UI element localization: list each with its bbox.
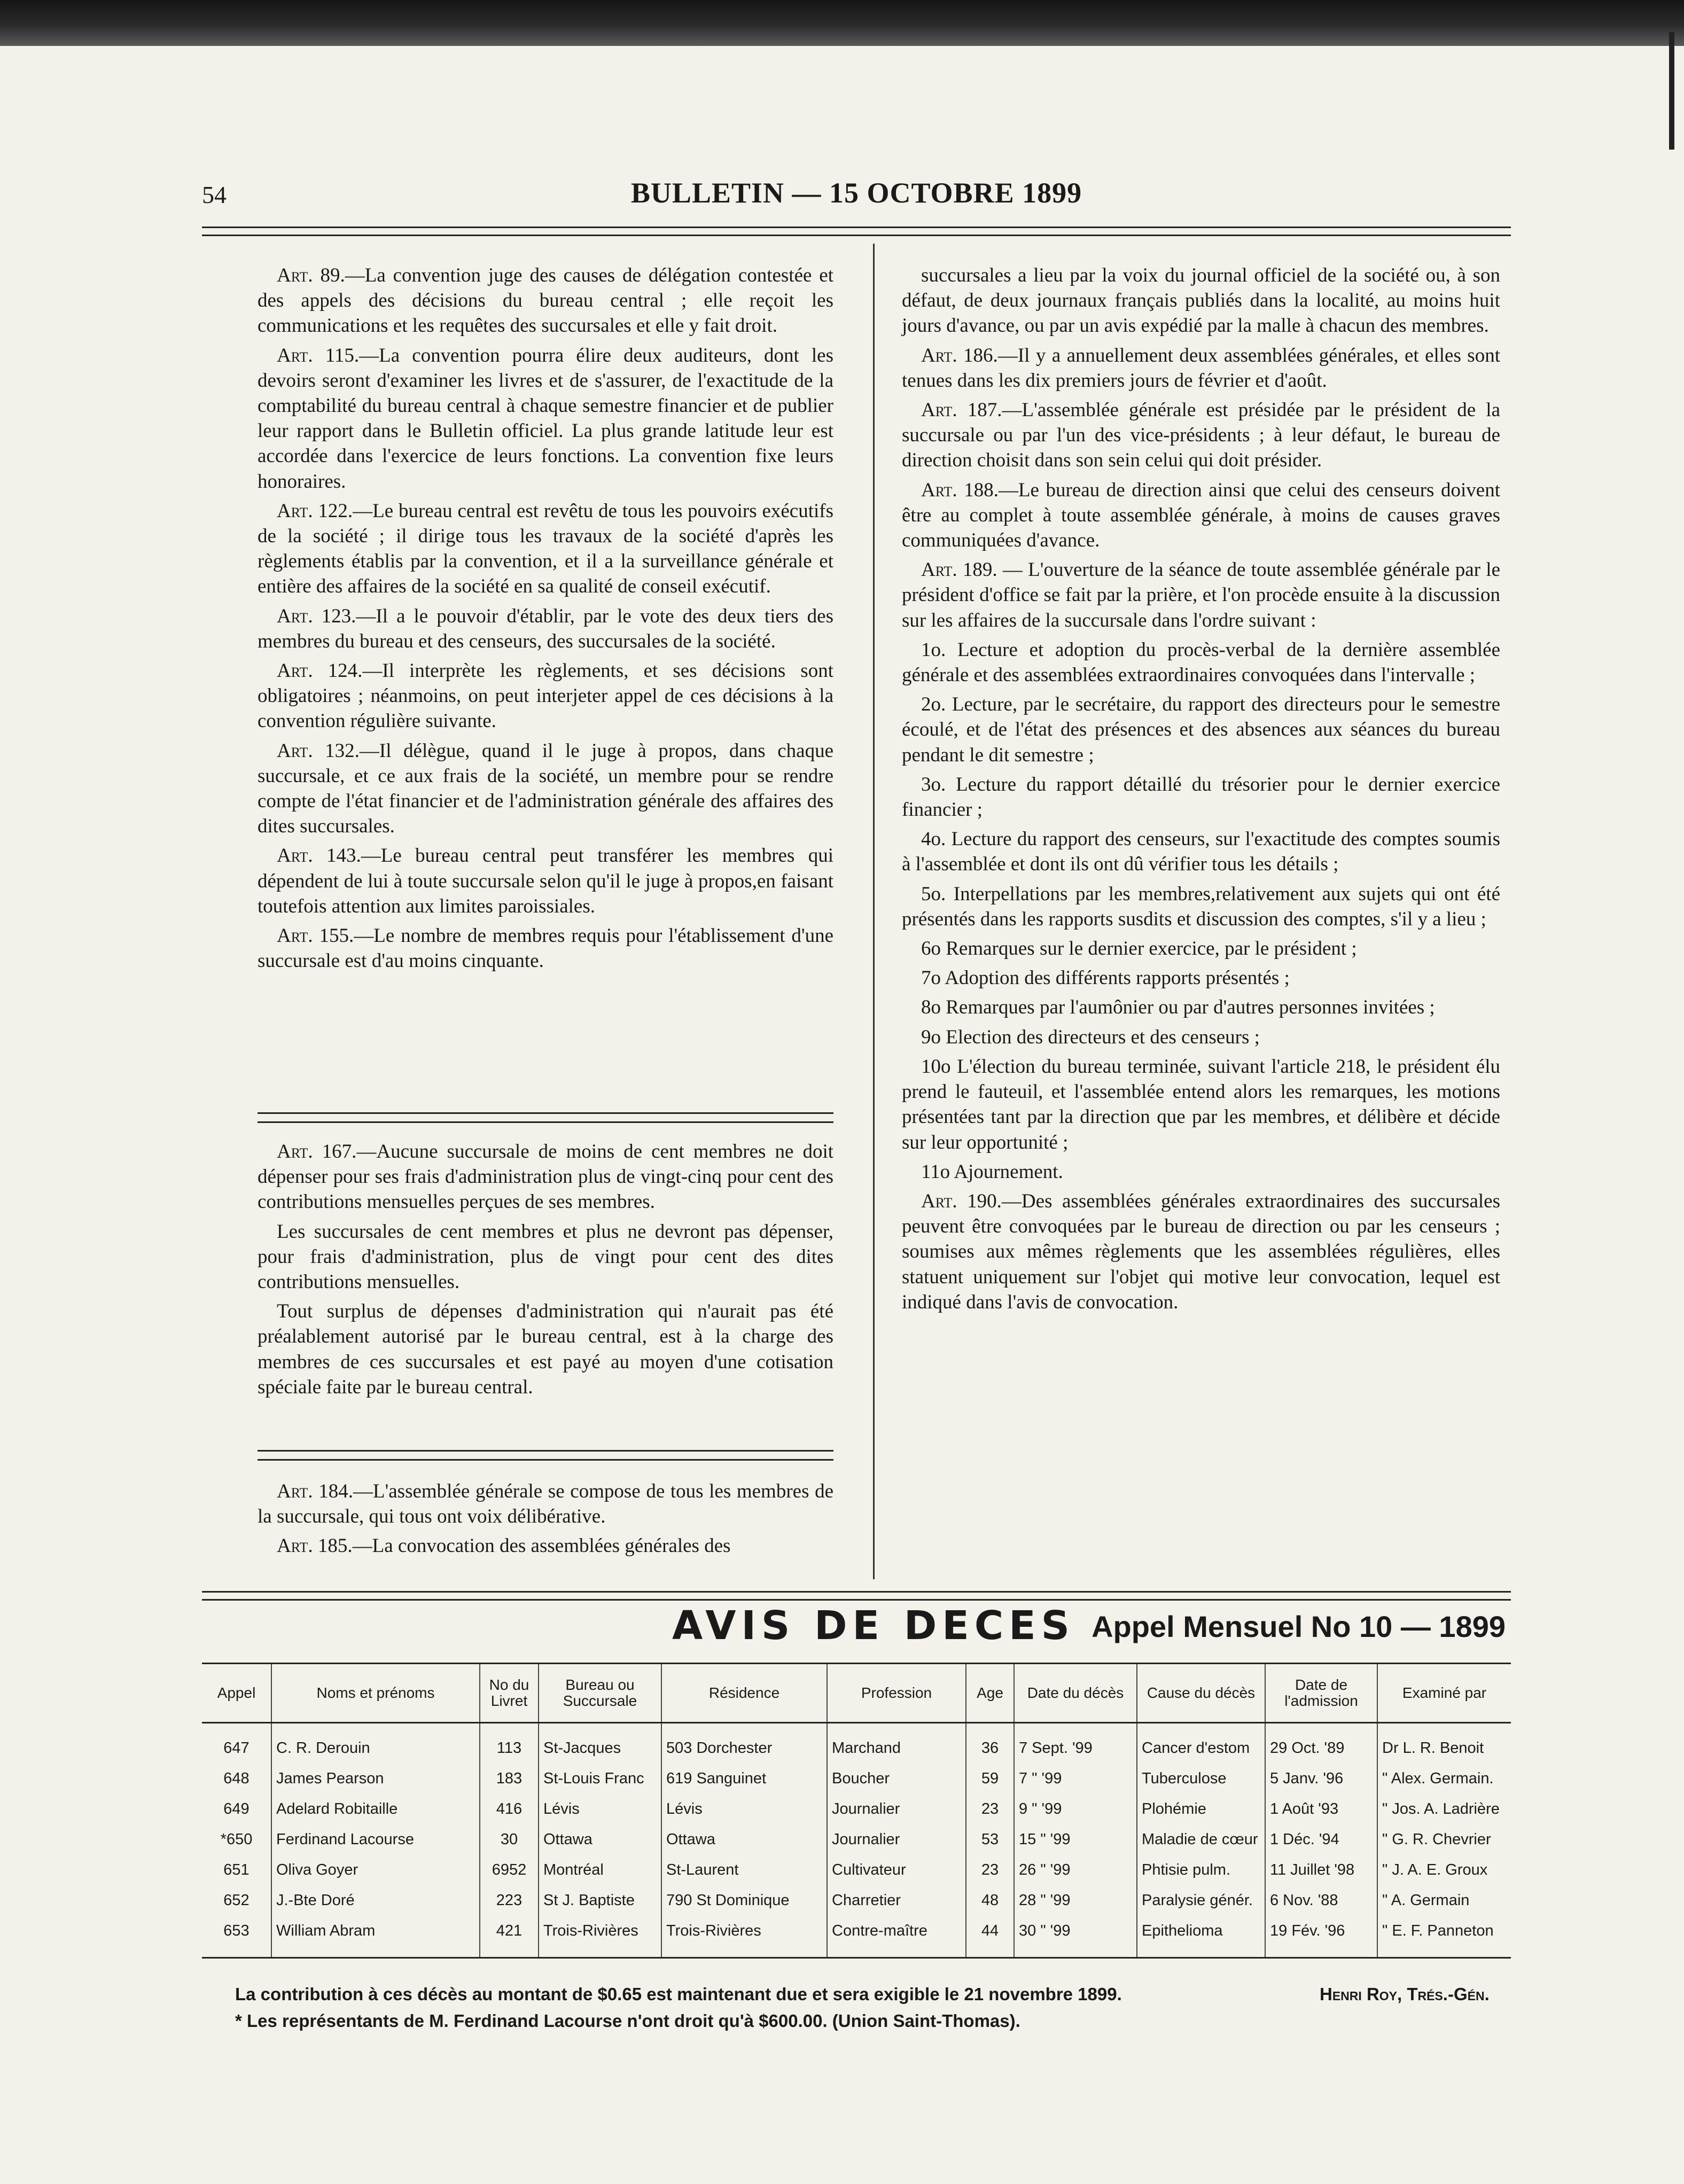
article-text: 4o. Lecture du rapport des censeurs, sur l'exactitude des comptes soumis à l'assemblée et dont ils ont dû vérifier tous les détails ; [902,828,1500,876]
column-header: Age [966,1664,1014,1723]
table-cell: 1 Août '93 [1265,1794,1377,1824]
article-paragraph [258,923,833,973]
table-cell: 48 [966,1885,1014,1916]
column-header: No du Livret [480,1664,539,1723]
table-cell: James Pearson [271,1764,480,1794]
table-cell: Lévis [661,1794,827,1824]
article-label: Art. 188. [921,479,999,501]
table-cell: 790 St Dominique [661,1885,827,1916]
table-cell: Contre-maître [827,1916,966,1958]
article-text: 7o Adoption des différents rapports présentés ; [921,967,1290,989]
article-paragraph [902,343,1500,393]
table-cell: 421 [480,1916,539,1958]
table-cell: Trois-Rivières [539,1916,661,1958]
article-paragraph [258,343,833,494]
table-row [202,1885,1511,1916]
table-row [202,1764,1511,1794]
table-cell: " A. Germain [1377,1885,1511,1916]
article-paragraph [258,1533,833,1558]
right-column [902,263,1500,1319]
table-row [202,1855,1511,1885]
table-cell: Trois-Rivières [661,1916,827,1958]
article-paragraph [902,936,1500,961]
table-cell: Boucher [827,1764,966,1794]
left-section-1 [258,263,833,973]
article-paragraph [902,1025,1500,1050]
article-label: Art. 189. [921,559,997,581]
article-label: Art. 115. [277,344,360,366]
appel-title: Appel Mensuel No 10 — 1899 [1092,1610,1506,1643]
article-label: Art. 187. [921,399,1002,422]
article-paragraph [902,1159,1500,1184]
article-text: 3o. Lecture du rapport détaillé du trésorier pour le dernier exercice financier ; [902,773,1500,821]
article-label: Art. 190. [921,1190,1002,1212]
table-cell: 113 [480,1723,539,1764]
article-text: —Le bureau de direction ainsi que celui des censeurs doivent être au complet à toute assemblée générale, à moins de causes graves communiquées d'avance. [902,479,1501,552]
article-paragraph [902,882,1500,932]
table-cell: C. R. Derouin [271,1723,480,1764]
article-text: 8o Remarques par l'aumônier ou par d'autres personnes invitées ; [921,996,1435,1019]
footnote: * Les représentants de M. Ferdinand Lacourse n'ont droit qu'à $600.00. (Union Saint-Thomas). [235,2011,1020,2031]
table-cell: Cultivateur [827,1855,966,1885]
article-text: 6o Remarques sur le dernier exercice, par le président ; [921,938,1357,960]
death-notices-table [202,1663,1511,1959]
article-text: 5o. Interpellations par les membres,relativement aux sujets qui ont été présentés dans les rapports susdits et discussion des comptes, s'il y a lieu ; [902,883,1500,930]
section-rule-2 [258,1450,833,1461]
table-cell: 651 [223,1861,250,1878]
article-text: —Il y a annuellement deux assemblées générales, et elles sont tenues dans les dix premiers jours de février et d'août. [902,344,1500,392]
table-cell: 28 " '99 [1014,1885,1137,1916]
column-header: Cause du décès [1137,1664,1265,1723]
article-paragraph [902,557,1500,633]
article-paragraph [902,772,1500,822]
article-text: 10o L'élection du bureau terminée, suivant l'article 218, le président élu prend le fauteuil, et l'assemblée entend alors les remarques, les motions présentées tant par la direction que par les membres, et délibère et décide sur leur opportunité ; [902,1055,1500,1153]
article-paragraph [902,692,1500,768]
table-cell: St-Laurent [661,1855,827,1885]
table-cell: 7 Sept. '99 [1014,1723,1137,1764]
table-cell: 652 [223,1892,250,1909]
table-cell: 223 [480,1885,539,1916]
table-cell: 6952 [480,1855,539,1885]
table-cell: St J. Baptiste [539,1885,661,1916]
table-cell: Ferdinand Lacourse [271,1824,480,1855]
page-header [202,176,1511,219]
article-label: Art. 185. [277,1535,353,1557]
scan-edge-right [1669,32,1674,150]
article-text: —Il délègue, quand il le juge à propos, dans chaque succursale, et ce aux frais de la société, un membre pour se rendre compte de l'état financier et de l'administration générale des affaires des dites succursales. [258,739,833,838]
article-paragraph [258,738,833,839]
article-paragraph [258,1139,833,1215]
article-label: Art. 167. [277,1141,357,1163]
table-cell: Tuberculose [1137,1764,1265,1794]
article-text: —Aucune succursale de moins de cent membres ne doit dépenser pour ses frais d'administration plus de vingt-cinq pour cent des contributions mensuelles perçues de ses membres. [258,1141,833,1213]
article-text: —Le bureau central peut transférer les membres qui dépendent de lui à toute succursale selon qu'il le juge à propos,en faisant toutefois attention aux limites paroissiales. [258,845,834,917]
table-cell: " Alex. Germain. [1377,1764,1511,1794]
column-header: Bureau ou Succursale [539,1664,661,1723]
table-cell: 6 Nov. '88 [1265,1885,1377,1916]
left-section-3 [258,1479,833,1563]
article-paragraph [902,637,1500,688]
table-cell: Dr L. R. Benoit [1377,1723,1511,1764]
table-cell: 11 Juillet '98 [1265,1855,1377,1885]
table-cell: 653 [202,1916,271,1958]
table-cell: 5 Janv. '96 [1265,1764,1377,1794]
article-text: 2o. Lecture, par le secrétaire, du rapport des directeurs pour le semestre écoulé, et de l'état des présences et des absences aux séances du bureau pendant le dit semestre ; [902,693,1500,766]
article-paragraph [258,263,833,339]
article-paragraph [902,995,1500,1020]
table-cell: 648 [223,1770,250,1787]
article-paragraph [902,965,1500,990]
table-cell: 647 [223,1740,250,1757]
table-header-row [202,1664,1511,1723]
article-label: Art. 155. [277,925,354,947]
table-cell: " E. F. Panneton [1377,1916,1511,1958]
scan-edge-band [0,0,1684,46]
left-section-2 [258,1139,833,1404]
article-paragraph [902,397,1500,473]
article-text: —L'assemblée générale se compose de tous les membres de la succursale, qui tous ont voix délibérative. [258,1480,833,1528]
article-text: Tout surplus de dépenses d'administration qui n'aurait pas été préalablement autorisé par le bureau central, est à la charge des membres de ces succursales et est payé au moyen d'une cotisation spéciale faite par le bureau central. [258,1300,833,1398]
article-label: Art. 143. [277,845,361,867]
table-cell: William Abram [271,1916,480,1958]
article-text: —La convention pourra élire deux auditeurs, dont les devoirs seront d'examiner les livres et de s'assurer, de l'exactitude de la comptabilité du bureau central à chaque semestre financier et de publier leur rapport dans le Bulletin officiel. La plus grande latitude leur est accordée dans l'exercice de leurs fonctions. La convention fixe leurs honoraires. [258,344,833,493]
article-paragraph [258,604,833,654]
page-number: 54 [202,181,227,208]
article-label: Art. 124. [277,660,363,682]
table-cell: Epithelioma [1137,1916,1265,1958]
article-text: —Il interprète les règlements, et ses décisions sont obligatoires ; néanmoins, on peut interjeter appel de ces décisions à la convention régulière suivante. [258,660,833,732]
table-cell: 36 [966,1723,1014,1764]
table-cell: 416 [480,1794,539,1824]
table-cell: 183 [480,1764,539,1794]
article-paragraph [258,1479,833,1529]
column-header: Date du décès [1014,1664,1137,1723]
table-cell: 7 " '99 [1014,1764,1137,1794]
table-cell: St-Jacques [539,1723,661,1764]
table-row [202,1916,1511,1958]
table-cell: Journalier [827,1794,966,1824]
running-title: BULLETIN — 15 OCTOBRE 1899 [630,177,1082,209]
table-cell: J.-Bte Doré [271,1885,480,1916]
table-cell: 503 Dorchester [661,1723,827,1764]
article-paragraph [258,658,833,734]
table-body [202,1723,1511,1958]
article-paragraph [258,498,833,599]
table-row [202,1824,1511,1855]
table-cell: 23 [966,1855,1014,1885]
table-cell: Montréal [539,1855,661,1885]
left-column [258,263,833,978]
avis-header [202,1603,1511,1656]
article-text: —La convocation des assemblées générales des [352,1535,731,1557]
table-cell: Oliva Goyer [271,1855,480,1885]
contribution-note: La contribution à ces décès au montant de $0.65 est maintenant due et sera exigible le 21 novembre 1899. [235,1984,1122,2004]
table-cell: *650 [220,1831,253,1848]
table-cell: 19 Fév. '96 [1265,1916,1377,1958]
avis-title: AVIS DE DECES [672,1603,1075,1649]
article-paragraph [902,1189,1500,1315]
table-cell: 649 [223,1800,250,1818]
table-cell: St-Louis Franc [539,1764,661,1794]
table-cell: Phtisie pulm. [1137,1855,1265,1885]
article-text: 1o. Lecture et adoption du procès-verbal de la dernière assemblée générale et des assemblées extraordinaires convoquées dans l'intervalle ; [902,638,1500,687]
table-cell: " J. A. E. Groux [1377,1855,1511,1885]
table-cell: 23 [966,1794,1014,1824]
table-cell: 44 [966,1916,1014,1958]
article-text: Les succursales de cent membres et plus ne devront pas dépenser, pour frais d'administration, plus de vingt pour cent des dites contributions mensuelles. [258,1220,833,1293]
article-text: —Il a le pouvoir d'établir, par le vote des deux tiers des membres du bureau et des censeurs, des succursales de la société. [258,605,833,652]
table-cell: 26 " '99 [1014,1855,1137,1885]
article-paragraph [258,1219,833,1295]
table-cell: Journalier [827,1824,966,1855]
article-text: succursales a lieu par la voix du journal officiel de la société ou, à son défaut, de deux journaux français publiés dans la localité, au moins huit jours d'avance, ou par un avis expédié par la malle à chacun des membres. [902,264,1500,337]
table-cell: Ottawa [661,1824,827,1855]
table-cell: Cancer d'estom [1137,1723,1265,1764]
table-cell: Maladie de cœur [1137,1824,1265,1855]
table-cell: 1 Déc. '94 [1265,1824,1377,1855]
article-text: —Des assemblées générales extraordinaires des succursales peuvent être convoquées par le bureau de direction ou par les censeurs ; soumises aux mêmes règlements que les assemblées régulières, elles statuent uniquement sur l'objet qui motive leur convocation, lequel est indiqué dans l'avis de convocation. [902,1190,1500,1313]
article-paragraph [902,1054,1500,1155]
table-row [202,1794,1511,1824]
column-header: Appel [202,1664,271,1723]
table-cell: 9 " '99 [1014,1794,1137,1824]
article-label: Art. 122. [277,500,353,522]
table-cell: Charretier [827,1885,966,1916]
article-label: Art. 132. [277,739,360,762]
table-cell: 15 " '99 [1014,1824,1137,1855]
column-header: Date de l'admission [1265,1664,1377,1723]
column-header: Profession [827,1664,966,1723]
article-paragraph [902,826,1500,877]
article-label: Art. 184. [277,1480,353,1502]
table-cell: " Jos. A. Ladrière [1377,1794,1511,1824]
avis-rule [202,1591,1511,1601]
article-label: Art. 123. [277,605,356,627]
article-paragraph [258,843,833,919]
column-header: Résidence [661,1664,827,1723]
table-cell: 53 [966,1824,1014,1855]
section-rule-1 [258,1112,833,1123]
table-cell: 30 " '99 [1014,1916,1137,1958]
article-paragraph [902,478,1500,553]
column-divider [873,244,875,1579]
article-label: Art. 89. [277,264,345,286]
table-row [202,1723,1511,1764]
header-rule [202,227,1511,236]
table-cell: 59 [966,1764,1014,1794]
table-cell: Ottawa [539,1824,661,1855]
article-paragraph [902,263,1500,339]
table-cell: Lévis [539,1794,661,1824]
article-paragraph [258,1299,833,1400]
table-cell: Plohémie [1137,1794,1265,1824]
article-text: —Le nombre de membres requis pour l'établissement d'une succursale est d'au moins cinquante. [258,925,833,972]
article-text: 9o Election des directeurs et des censeurs ; [921,1026,1260,1048]
article-text: — L'ouverture de la séance de toute assemblée générale par le président d'office se fait par la prière, et l'on procède ensuite à la discussion sur les affaires de la succursale dans l'ordre suivant : [902,559,1500,631]
table-cell: 29 Oct. '89 [1265,1723,1377,1764]
article-text: —L'assemblée générale est présidée par le président de la succursale ou par l'un des vice-présidents ; à leur défaut, le bureau de direction choisit dans son sein celui qui doit présider. [902,399,1500,472]
signature: Henri Roy, Trés.-Gén. [1320,1984,1490,2004]
article-text: 11o Ajournement. [921,1160,1063,1183]
table-cell: " G. R. Chevrier [1377,1824,1511,1855]
table-cell: Paralysie génér. [1137,1885,1265,1916]
article-text: —Le bureau central est revêtu de tous les pouvoirs exécutifs de la société ; il dirige tous les travaux de la société d'après les règlements établis par la convention, et il a la surveillance générale et entière des affaires de la société en sa qualité de conseil exécutif. [258,500,833,598]
table-cell: 619 Sanguinet [661,1764,827,1794]
article-text: —La convention juge des causes de délégation contestée et des appels des décisions du bureau central ; elle reçoit les communications et les requêtes des succursales et elle y fait droit. [258,264,833,337]
article-label: Art. 186. [921,344,998,366]
column-header: Noms et prénoms [271,1664,480,1723]
table-cell: Adelard Robitaille [271,1794,480,1824]
column-header: Examiné par [1377,1664,1511,1723]
table-cell: 30 [480,1824,539,1855]
table-cell: Marchand [827,1723,966,1764]
